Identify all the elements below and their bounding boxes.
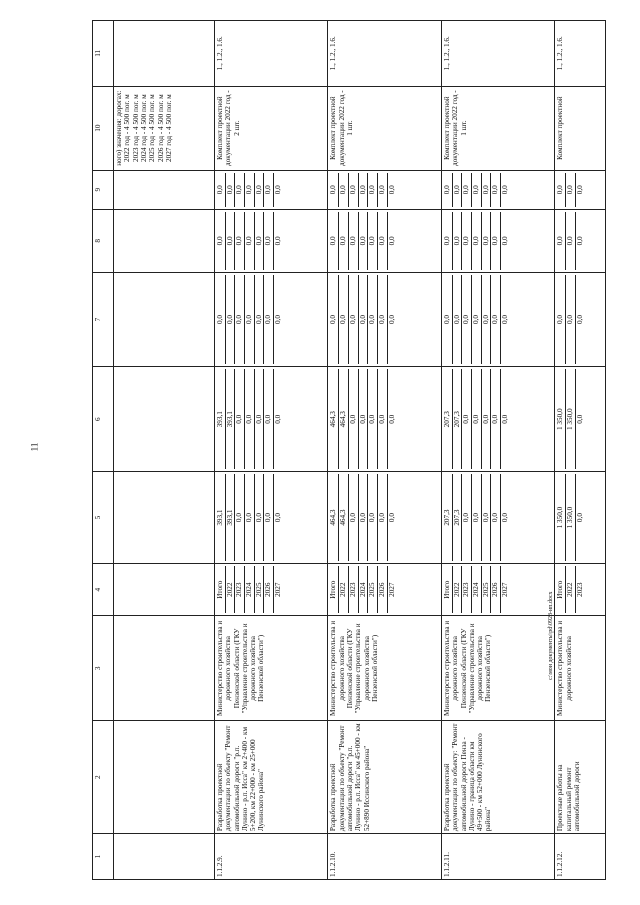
other-sources-cell-value: 0,0 — [443, 173, 453, 207]
regional-budget-cell-value: 393,1 — [216, 369, 226, 469]
federal-budget-cell-value: 0,0 — [349, 275, 359, 364]
federal-budget-cell-value: 0,0 — [274, 315, 283, 325]
federal-budget-cell — [555, 272, 606, 366]
regional-budget-cell-value: 0,0 — [482, 369, 492, 469]
other-sources-cell-value: 0,0 — [462, 173, 472, 207]
header-cell: 1 — [93, 834, 114, 880]
regional-budget-cell-value: 207,3 — [443, 369, 453, 469]
local-budget-cell-value: 0,0 — [255, 212, 265, 270]
local-budget-cell-value: 0,0 — [443, 212, 453, 270]
year-cell-value: 2024 — [472, 566, 482, 613]
regional-budget-cell-value: 207,3 — [453, 369, 463, 469]
regional-budget-cell-value: 0,0 — [462, 369, 472, 469]
local-budget-cell-value: 0,0 — [453, 212, 463, 270]
measure-name-cell: Разработка проектной документации по объекту "Ремонт автомобильной дороги "р.п. Лунино - р.п. Исса" км 45+000 - км 52+890 Иссинского района" — [328, 721, 442, 834]
total-funding-cell-value: 1 350,0 — [566, 474, 576, 561]
other-sources-cell-value: 0,0 — [255, 173, 265, 207]
local-budget-cell-value: 0,0 — [378, 212, 388, 270]
table-row — [441, 21, 555, 880]
year-cell-value: 2022 — [566, 566, 576, 613]
total-funding-cell-value: 0,0 — [491, 474, 501, 561]
other-sources-cell — [328, 170, 442, 209]
federal-budget-cell-value: 0,0 — [226, 275, 236, 364]
other-sources-cell-value: 0,0 — [575, 185, 584, 195]
regional-budget-cell-value: 0,0 — [235, 369, 245, 469]
year-cell-value: 2022 — [226, 566, 236, 613]
other-sources-cell-value: 0,0 — [216, 173, 226, 207]
local-budget-cell — [214, 209, 328, 272]
local-budget-cell — [555, 209, 606, 272]
federal-budget-cell-value: 0,0 — [264, 275, 274, 364]
federal-budget-cell-value: 0,0 — [368, 275, 378, 364]
total-funding-cell-value: 464,3 — [329, 474, 339, 561]
year-cell — [328, 563, 442, 615]
row-id-cell: 1.1.2.9. — [214, 834, 328, 880]
other-sources-cell-value: 0,0 — [235, 173, 245, 207]
local-budget-cell-value: 0,0 — [264, 212, 274, 270]
other-sources-cell-value: 0,0 — [453, 173, 463, 207]
year-cell-value: 2025 — [482, 566, 492, 613]
federal-budget-cell — [328, 272, 442, 366]
year-cell-value: 2027 — [274, 582, 283, 597]
federal-budget-cell-value: 0,0 — [255, 275, 265, 364]
regional-budget-cell-value: 0,0 — [274, 414, 283, 424]
result-cell: Комплект проектной документации 2022 год - 1 шт. — [441, 86, 555, 170]
result-cell: Комплект проектной — [555, 86, 606, 170]
other-sources-cell-value: 0,0 — [491, 173, 501, 207]
measure-name-cell: Разработка проектной документации по объекту: "Ремонт автомобильной дороги Пенза - Лунино - граница области км 49+500 - км 52+000 Лунинского района" — [441, 721, 555, 834]
federal-budget-cell-value: 0,0 — [443, 275, 453, 364]
local-budget-cell-value: 0,0 — [339, 212, 349, 270]
regional-budget-cell-value: 0,0 — [575, 414, 584, 424]
local-budget-cell-value: 0,0 — [368, 212, 378, 270]
other-sources-cell — [441, 170, 555, 209]
year-cell-value: 2027 — [501, 582, 510, 597]
local-budget-cell-value: 0,0 — [462, 212, 472, 270]
other-sources-cell-value: 0,0 — [472, 173, 482, 207]
year-cell-value: 2023 — [235, 566, 245, 613]
other-sources-cell — [214, 170, 328, 209]
regional-budget-cell-value: 464,3 — [339, 369, 349, 469]
total-funding-cell-value: 0,0 — [378, 474, 388, 561]
regional-budget-cell-value: 0,0 — [491, 369, 501, 469]
result-cell: Комплект проектной документации 2022 год - 1 шт. — [328, 86, 442, 170]
total-funding-cell-value: 464,3 — [339, 474, 349, 561]
local-budget-cell-value: 0,0 — [359, 212, 369, 270]
local-budget-cell-value: 0,0 — [235, 212, 245, 270]
year-cell — [214, 563, 328, 615]
other-sources-cell-value: 0,0 — [368, 173, 378, 207]
total-funding-cell-value: 1 350,0 — [556, 474, 566, 561]
other-sources-cell-value: 0,0 — [329, 173, 339, 207]
measure-name-cell: Проектные работы на капитальный ремонт автомобильной дороги — [555, 721, 606, 834]
federal-budget-cell-value: 0,0 — [566, 275, 576, 364]
other-sources-cell-value: 0,0 — [226, 173, 236, 207]
federal-budget-cell-value: 0,0 — [482, 275, 492, 364]
indicator-cell: 1., 1.2., 1.6. — [555, 21, 606, 87]
footer-file-path: c:\мои документы\pd\0928-ип.docx — [548, 591, 554, 680]
total-funding-cell-value: 0,0 — [387, 513, 396, 523]
local-budget-cell-value: 0,0 — [349, 212, 359, 270]
measures-table — [92, 20, 606, 880]
federal-budget-cell-value: 0,0 — [462, 275, 472, 364]
federal-budget-cell-value: 0,0 — [491, 275, 501, 364]
total-funding-cell-value: 0,0 — [472, 474, 482, 561]
regional-budget-cell-value: 0,0 — [472, 369, 482, 469]
federal-budget-cell-value: 0,0 — [453, 275, 463, 364]
other-sources-cell-value: 0,0 — [274, 185, 283, 195]
regional-budget-cell-value: 1 350,0 — [566, 369, 576, 469]
total-funding-cell — [441, 472, 555, 564]
local-budget-cell-value: 0,0 — [501, 236, 510, 246]
federal-budget-cell — [214, 272, 328, 366]
header-cell: 6 — [93, 367, 114, 472]
header-cell: 4 — [93, 563, 114, 615]
header-cell: 7 — [93, 272, 114, 366]
local-budget-cell-value: 0,0 — [274, 236, 283, 246]
total-funding-cell-value: 393,1 — [216, 474, 226, 561]
executor-cell: Министерство строительства и дорожного хозяйства Пензенской области (ГКУ "Управление строительства и дорожного хозяйства Пензенской области") — [441, 616, 555, 721]
total-funding-cell — [328, 472, 442, 564]
local-budget-cell-value: 0,0 — [245, 212, 255, 270]
year-cell-value: 2025 — [368, 566, 378, 613]
local-budget-cell-value: 0,0 — [575, 236, 584, 246]
table-row — [214, 21, 328, 880]
local-budget-cell-value: 0,0 — [216, 212, 226, 270]
table-row — [555, 21, 606, 880]
total-funding-cell-value: 0,0 — [462, 474, 472, 561]
regional-budget-cell-value: 0,0 — [255, 369, 265, 469]
local-budget-cell-value: 0,0 — [491, 212, 501, 270]
year-cell-value: Итого — [216, 566, 226, 613]
year-cell — [555, 563, 606, 615]
other-sources-cell-value: 0,0 — [566, 173, 576, 207]
total-funding-cell-value: 0,0 — [349, 474, 359, 561]
year-cell-value: 2026 — [264, 566, 274, 613]
other-sources-cell-value: 0,0 — [501, 185, 510, 195]
year-cell-value: Итого — [556, 566, 566, 613]
table-row — [328, 21, 442, 880]
regional-budget-cell-value: 393,1 — [226, 369, 236, 469]
local-budget-cell — [441, 209, 555, 272]
regional-budget-cell — [555, 367, 606, 472]
header-cell: 10 — [93, 86, 114, 170]
federal-budget-cell-value: 0,0 — [235, 275, 245, 364]
regional-budget-cell-value: 0,0 — [368, 369, 378, 469]
row-id-cell: 1.1.2.12. — [555, 834, 606, 880]
total-funding-cell-value: 0,0 — [264, 474, 274, 561]
federal-budget-cell — [441, 272, 555, 366]
year-cell-value: 2026 — [378, 566, 388, 613]
regional-budget-cell — [328, 367, 442, 472]
indicator-cell: 1., 1.2., 1.6. — [441, 21, 555, 87]
local-budget-cell-value: 0,0 — [329, 212, 339, 270]
federal-budget-cell-value: 0,0 — [339, 275, 349, 364]
local-budget-cell-value: 0,0 — [556, 212, 566, 270]
regional-budget-cell-value: 0,0 — [387, 414, 396, 424]
local-budget-cell-value: 0,0 — [472, 212, 482, 270]
row-id-cell: 1.1.2.11. — [441, 834, 555, 880]
year-cell-value: 2023 — [575, 582, 584, 597]
header-cell: 3 — [93, 616, 114, 721]
year-cell-value: 2023 — [462, 566, 472, 613]
local-budget-cell-value: 0,0 — [387, 236, 396, 246]
header-cell: 8 — [93, 209, 114, 272]
year-cell-value: 2024 — [359, 566, 369, 613]
local-budget-cell-value: 0,0 — [482, 212, 492, 270]
year-cell-value: 2022 — [453, 566, 463, 613]
other-sources-cell-value: 0,0 — [556, 173, 566, 207]
page-number: 11 — [29, 442, 40, 452]
year-cell-value: 2025 — [255, 566, 265, 613]
table-body — [214, 21, 605, 880]
regional-budget-cell — [441, 367, 555, 472]
budget-table-sheet — [92, 20, 606, 880]
federal-budget-cell-value: 0,0 — [378, 275, 388, 364]
year-cell-value: 2024 — [245, 566, 255, 613]
other-sources-cell — [555, 170, 606, 209]
local-budget-cell-value: 0,0 — [566, 212, 576, 270]
executor-cell: Министерство строительства и дорожного хозяйства Пензенской области (ГКУ "Управление строительства и дорожного хозяйства Пензенской области") — [214, 616, 328, 721]
year-cell-value: Итого — [329, 566, 339, 613]
year-cell-value: 2026 — [491, 566, 501, 613]
year-cell-value: Итого — [443, 566, 453, 613]
other-sources-cell-value: 0,0 — [387, 185, 396, 195]
measure-name-cell: Разработка проектной документации по объекту "Ремонт автомобильной дороги "р.п. Лунино - р.п. Исса" км 2+400 - км 5+200, км 22+000 - км 25+000 Лунинского района" — [214, 721, 328, 834]
total-funding-cell-value: 0,0 — [245, 474, 255, 561]
total-funding-cell-value: 207,3 — [453, 474, 463, 561]
result-cell: Комплект проектной документации 2022 год - 2 шт. — [214, 86, 328, 170]
regional-budget-cell-value: 464,3 — [329, 369, 339, 469]
total-funding-cell — [555, 472, 606, 564]
regional-budget-cell-value: 0,0 — [378, 369, 388, 469]
header-cell: 2 — [93, 721, 114, 834]
federal-budget-cell-value: 0,0 — [575, 315, 584, 325]
year-cell-value: 2023 — [349, 566, 359, 613]
federal-budget-cell-value: 0,0 — [387, 315, 396, 325]
indicator-cell: 1., 1.2., 1.6. — [214, 21, 328, 87]
header-cell: 9 — [93, 170, 114, 209]
regional-budget-cell-value: 0,0 — [359, 369, 369, 469]
carryover-result-cell: ного) значения: дорогах: 2022 год - 4 500 пог. м 2023 год - 4 500 пог. м 2024 год - 4 500 пог. м 2025 год - 4 500 пог. м 2026 год - 4 500 пог. м 2027 год - 4 500 пог. м — [114, 86, 215, 170]
total-funding-cell — [214, 472, 328, 564]
other-sources-cell-value: 0,0 — [359, 173, 369, 207]
indicator-cell: 1., 1.2., 1.6. — [328, 21, 442, 87]
federal-budget-cell-value: 0,0 — [472, 275, 482, 364]
header-cell: 5 — [93, 472, 114, 564]
federal-budget-cell-value: 0,0 — [329, 275, 339, 364]
federal-budget-cell-value: 0,0 — [556, 275, 566, 364]
total-funding-cell-value: 0,0 — [235, 474, 245, 561]
executor-cell: Министерство строительства и дорожного хозяйства Пензенской области (ГКУ "Управление строительства и дорожного хозяйства Пензенской области") — [328, 616, 442, 721]
local-budget-cell-value: 0,0 — [226, 212, 236, 270]
total-funding-cell-value: 0,0 — [255, 474, 265, 561]
other-sources-cell-value: 0,0 — [378, 173, 388, 207]
total-funding-cell-value: 0,0 — [575, 513, 584, 523]
regional-budget-cell-value: 0,0 — [501, 414, 510, 424]
regional-budget-cell-value: 0,0 — [264, 369, 274, 469]
carryover-row — [114, 21, 215, 880]
other-sources-cell-value: 0,0 — [482, 173, 492, 207]
row-id-cell: 1.1.2.10. — [328, 834, 442, 880]
header-row — [93, 21, 114, 880]
regional-budget-cell-value: 1 350,0 — [556, 369, 566, 469]
header-cell: 11 — [93, 21, 114, 87]
regional-budget-cell-value: 0,0 — [349, 369, 359, 469]
total-funding-cell-value: 0,0 — [359, 474, 369, 561]
local-budget-cell — [328, 209, 442, 272]
other-sources-cell-value: 0,0 — [349, 173, 359, 207]
other-sources-cell-value: 0,0 — [245, 173, 255, 207]
regional-budget-cell — [214, 367, 328, 472]
year-cell-value: 2022 — [339, 566, 349, 613]
total-funding-cell-value: 0,0 — [368, 474, 378, 561]
regional-budget-cell-value: 0,0 — [245, 369, 255, 469]
year-cell-value: 2027 — [387, 582, 396, 597]
total-funding-cell-value: 0,0 — [501, 513, 510, 523]
federal-budget-cell-value: 0,0 — [216, 275, 226, 364]
total-funding-cell-value: 0,0 — [274, 513, 283, 523]
total-funding-cell-value: 393,1 — [226, 474, 236, 561]
other-sources-cell-value: 0,0 — [339, 173, 349, 207]
executor-cell: Министерство строительства и дорожного хозяйства — [555, 616, 606, 721]
year-cell — [441, 563, 555, 615]
other-sources-cell-value: 0,0 — [264, 173, 274, 207]
federal-budget-cell-value: 0,0 — [501, 315, 510, 325]
total-funding-cell-value: 207,3 — [443, 474, 453, 561]
total-funding-cell-value: 0,0 — [482, 474, 492, 561]
federal-budget-cell-value: 0,0 — [359, 275, 369, 364]
federal-budget-cell-value: 0,0 — [245, 275, 255, 364]
